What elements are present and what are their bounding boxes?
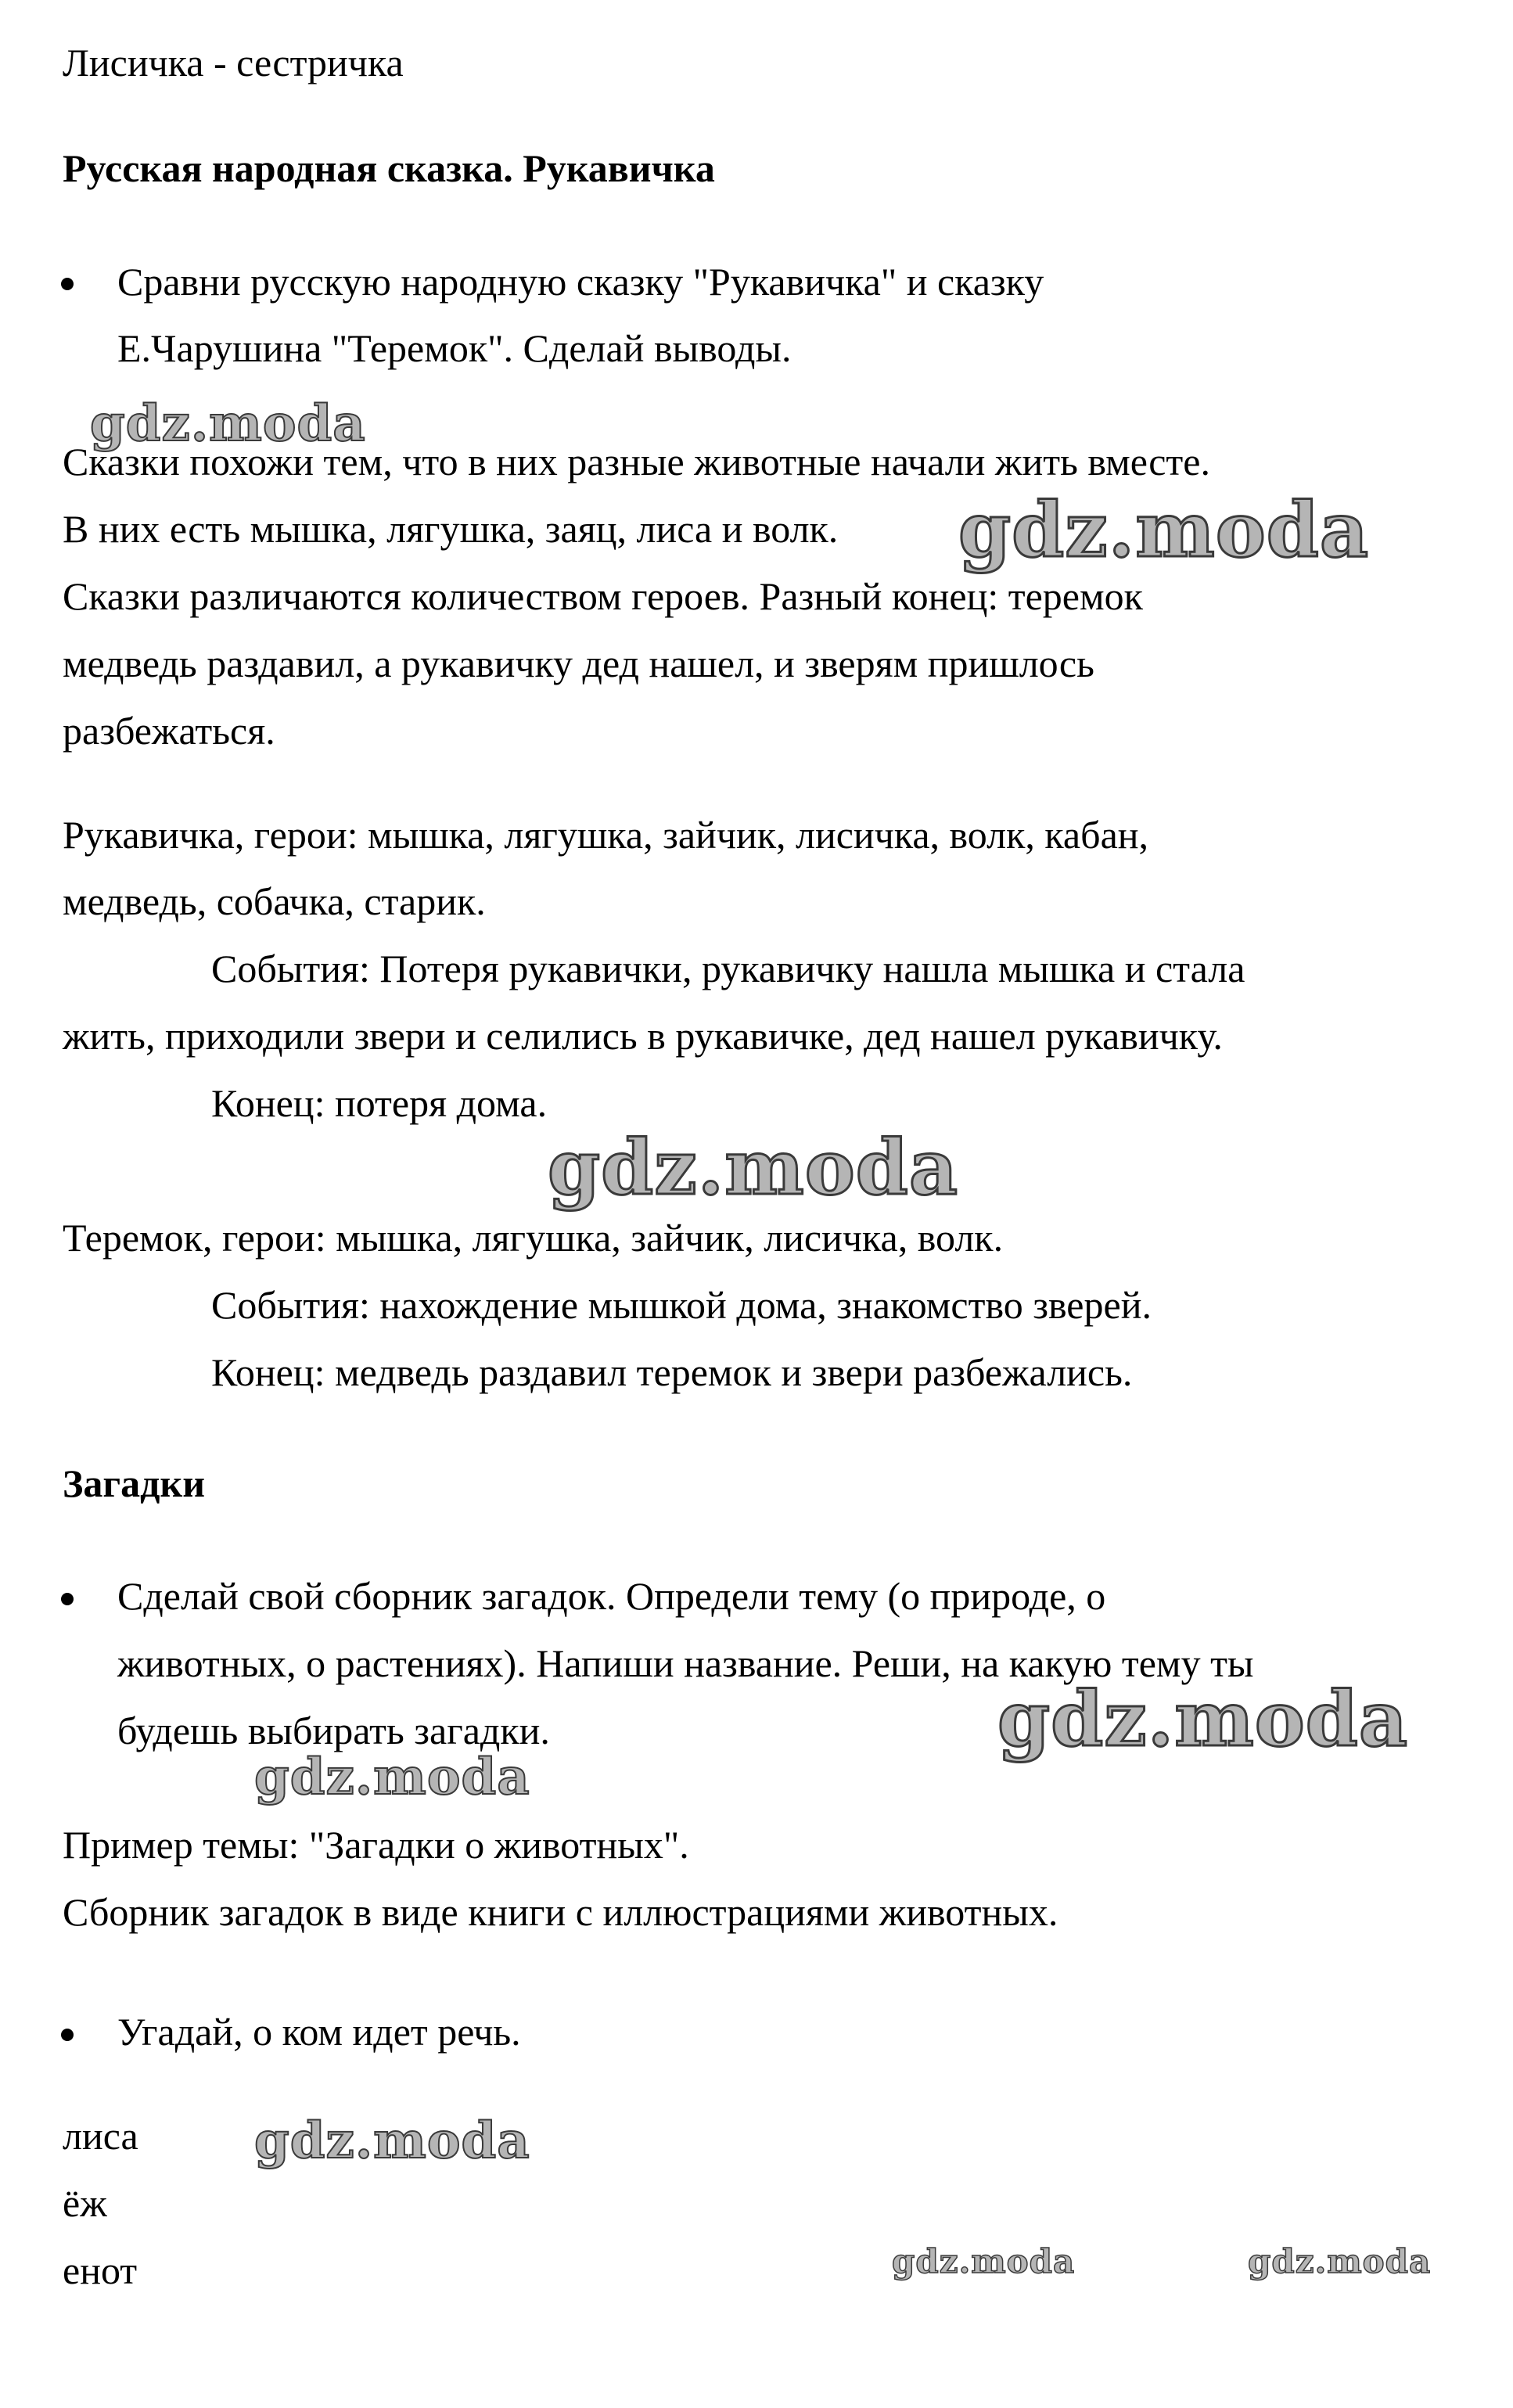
riddle-answer: лиса [63, 2114, 138, 2158]
watermark: gdz.moda [90, 394, 366, 453]
top-title: Лисичка - сестричка [63, 41, 404, 84]
bullet-icon [61, 2029, 74, 2041]
answer-text: В них есть мышка, лягушка, заяц, лиса и волк. [63, 507, 839, 551]
answer-text: События: Потеря рукавички, рукавичку нашла мышка и стала [211, 947, 1245, 990]
answer-text: Теремок, герои: мышка, лягушка, зайчик, лисичка, волк. [63, 1216, 1004, 1260]
watermark: gdz.moda [958, 486, 1370, 574]
riddle-answer: енот [63, 2248, 138, 2292]
answer-text: разбежаться. [63, 709, 275, 753]
riddle-answer: ёж [63, 2181, 107, 2225]
answer-text: Сказки различаются количеством героев. Разный конец: теремок [63, 574, 1143, 618]
section-heading-riddles: Загадки [63, 1461, 206, 1505]
watermark: gdz.moda [548, 1123, 959, 1212]
answer-text: Конец: медведь раздавил теремок и звери разбежались. [211, 1350, 1133, 1394]
watermark: gdz.moda [254, 1748, 530, 1806]
answer-text: Конец: потеря дома. [211, 1081, 548, 1125]
watermark: gdz.moda [997, 1675, 1409, 1763]
task-text: животных, о растениях). Напиши название. Реши, на какую тему ты [117, 1641, 1254, 1685]
task-text: будешь выбирать загадки. [117, 1709, 550, 1752]
answer-text: Сборник загадок в виде книги с иллюстрациями животных. [63, 1890, 1058, 1934]
answer-text: медведь раздавил, а рукавичку дед нашел, и зверям пришлось [63, 642, 1094, 685]
answer-text: Рукавичка, герои: мышка, лягушка, зайчик, лисичка, волк, кабан, [63, 813, 1149, 857]
section-heading-mitten: Русская народная сказка. Рукавичка [63, 146, 715, 190]
task-text: Угадай, о ком идет речь. [117, 2010, 521, 2054]
bullet-icon [61, 1593, 74, 1605]
task-text: Сделай свой сборник загадок. Определи тему (о природе, о [117, 1574, 1106, 1618]
answer-text: жить, приходили звери и селились в рукавичке, дед нашел рукавичку. [63, 1014, 1223, 1058]
watermark: gdz.moda [1248, 2242, 1432, 2280]
answer-text: Пример темы: "Загадки о животных". [63, 1823, 689, 1867]
answer-text: События: нахождение мышкой дома, знакомство зверей. [211, 1283, 1152, 1327]
answer-text: Сказки похожи тем, что в них разные животные начали жить вместе. [63, 440, 1210, 483]
answer-text: медведь, собачка, старик. [63, 879, 486, 923]
task-text: Е.Чарушина "Теремок". Сделай выводы. [117, 326, 792, 370]
task-text: Сравни русскую народную сказку "Рукавичка" и сказку [117, 260, 1044, 304]
bullet-icon [61, 278, 74, 290]
watermark: gdz.moda [892, 2242, 1076, 2280]
watermark: gdz.moda [254, 2111, 530, 2170]
